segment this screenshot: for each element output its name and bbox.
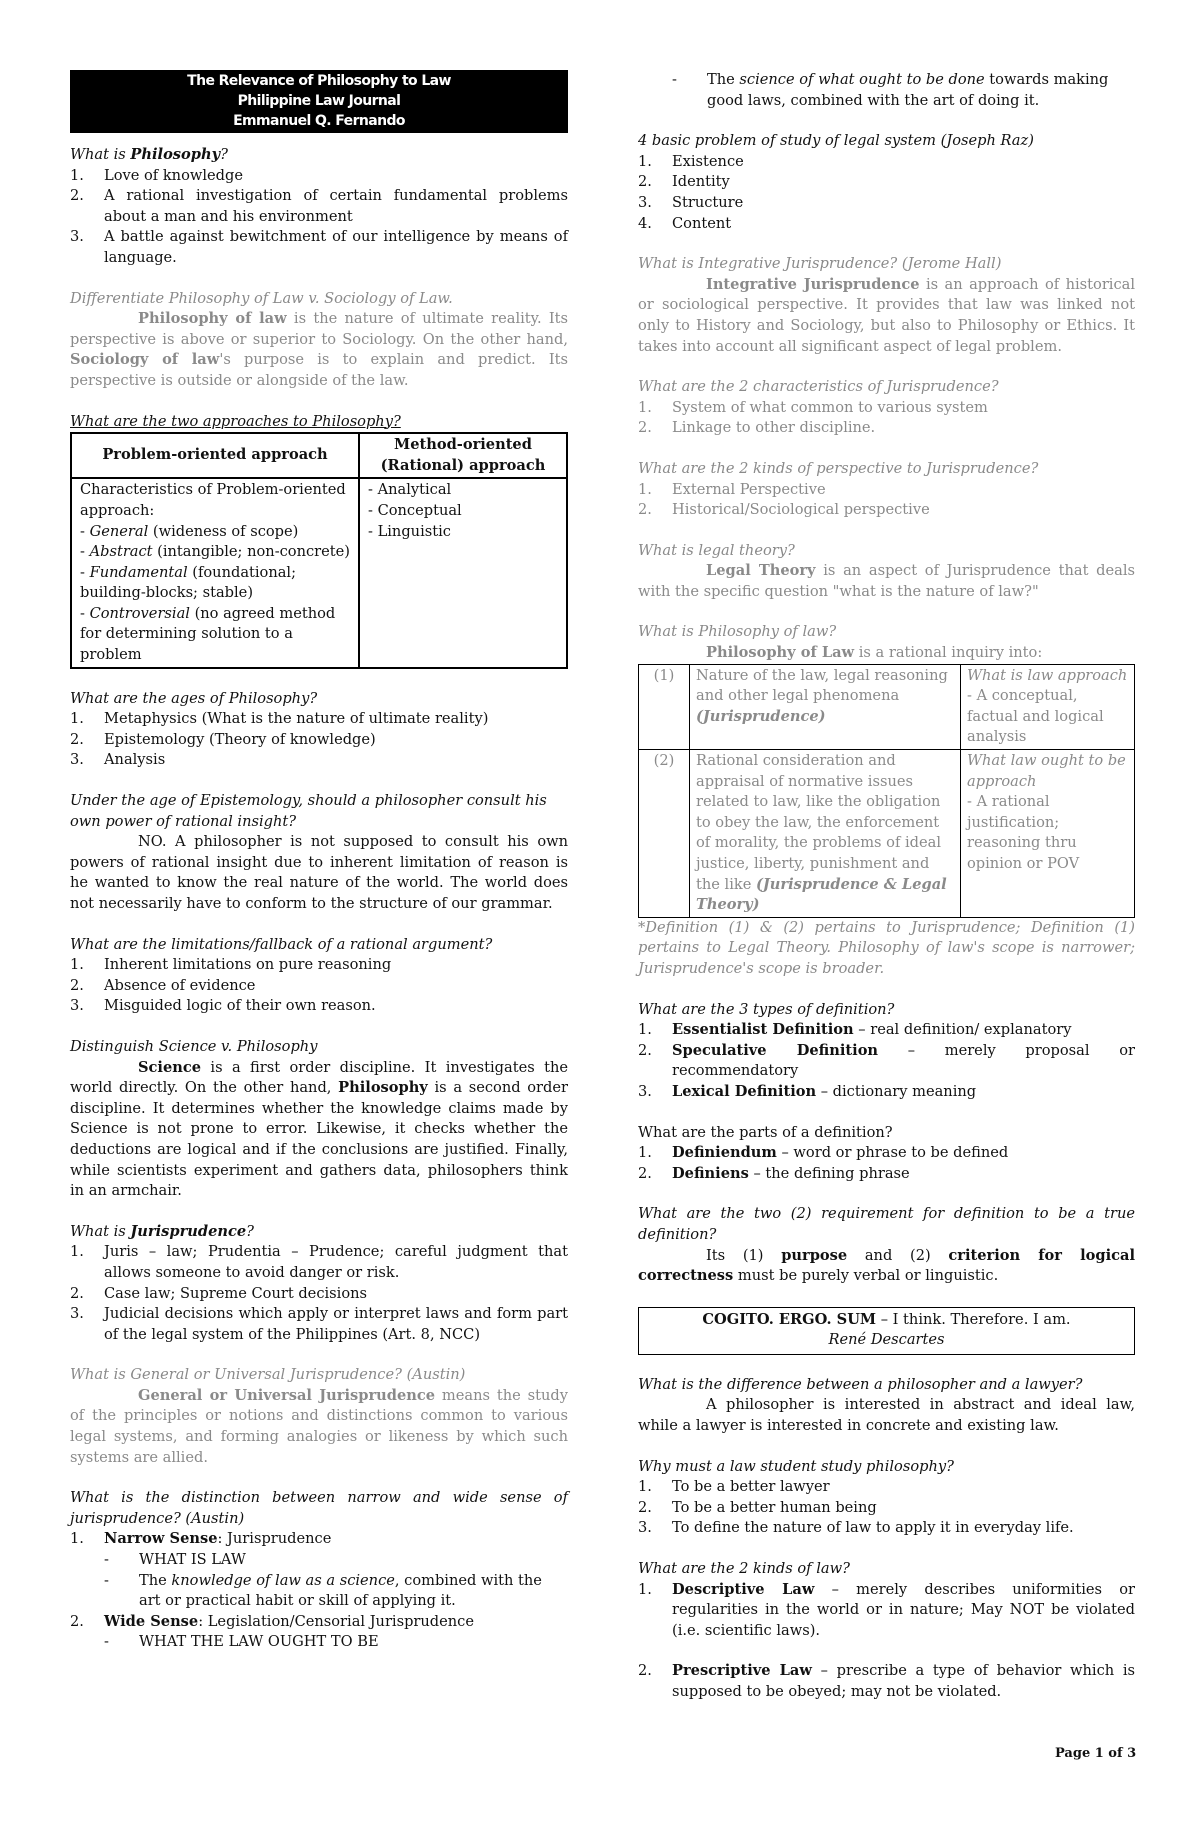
list-spacer (638, 1641, 1135, 1661)
cogito-box: COGITO. ERGO. SUM – I think. Therefore. I am. René Descartes (638, 1307, 1135, 1355)
list-item: 1. System of what common to various system (638, 398, 988, 416)
question-perspectives: What are the 2 kinds of perspective to Jurisprudence? (638, 459, 1039, 477)
list-item: 1. Juris – law; Prudentia – Prudence; careful judgment that allows someone to avoid danger or risk. (70, 1243, 568, 1281)
answer-general-juris: General or Universal Jurisprudence means the study of the principles or notions and distinctions common to various legal systems, and forming analogies or likeness by which such systems are allied. (70, 1386, 568, 1466)
ages-list (70, 709, 568, 771)
table-cell: Rational consideration and appraisal of normative issues related to law, like the obligation to obey the law, the enforcement of morality, the problems of ideal justice, liberty, punishment and the like (Jurisprudence & Legal Theory) (690, 750, 961, 918)
doc-title: The Relevance of Philosophy to Law (187, 73, 451, 89)
philosophy-law-table (638, 664, 1135, 918)
list-item: 1. Metaphysics (What is the nature of ultimate reality) (70, 710, 489, 728)
list-item: 1. Descriptive Law – merely describes uniformities or regularities in the world or in nature; May NOT be violated (i.e. scientific laws). (638, 1580, 1135, 1639)
answer-science: Science is a first order discipline. It investigates the world directly. On the other hand, Philosophy is a second order discipline. It determines whether the knowledge claims made by Science is not prone to error. Likewise, it checks whether the deductions are logical and if the conclusions are justified. Finally, while scientists experiment and gathers data, philosophers think in an armchair. (70, 1058, 568, 1200)
table-cell: What is law approach - A conceptual, factual and logical analysis (961, 664, 1135, 749)
answer-legal-theory: Legal Theory is an aspect of Jurisprudence that deals with the specific question "what is the nature of law?" (638, 562, 1135, 600)
narrow-wide-list (70, 1529, 568, 1653)
dash-item: - WHAT THE LAW OUGHT TO BE (104, 1633, 379, 1651)
list-item: 1. Narrow Sense: Jurisprudence - WHAT IS LAW - The knowledge of law as a science, combined with the art or practical habit or skill of applying it. (70, 1529, 568, 1611)
question-approaches: What are the two approaches to Philosophy? (70, 412, 401, 430)
list-item: 2. Prescriptive Law – prescribe a type of behavior which is supposed to be obeyed; may not be violated. (638, 1662, 1135, 1700)
list-item: 3. Lexical Definition – dictionary meaning (638, 1082, 977, 1100)
question-integrative: What is Integrative Jurisprudence? (Jerome Hall) (638, 255, 1002, 273)
perspectives-list (638, 480, 1135, 521)
list-item: 2. Definiens – the defining phrase (638, 1164, 910, 1182)
table-header: Method-oriented (Rational) approach (359, 433, 567, 478)
title-box (70, 70, 568, 133)
dash-list-continued (672, 70, 1135, 111)
question-ages: What are the ages of Philosophy? (70, 689, 318, 707)
question-raz: 4 basic problem of study of legal system (Joseph Raz) (638, 132, 1034, 150)
question-requirement: What are the two (2) requirement for definition to be a true definition? (638, 1205, 1135, 1243)
table-cell-method: - Analytical - Conceptual - Linguistic (359, 478, 567, 667)
table-cell: What law ought to be approach - A rational justification; reasoning thru opinion or POV (961, 750, 1135, 918)
question-narrow-wide: What is the distinction between narrow and wide sense of jurisprudence? (Austin) (70, 1489, 568, 1527)
table-cell-problem: Characteristics of Problem-oriented approach: - General (wideness of scope) - Abstract (intangible; non-concrete) - Fundamental (foundational; building-blocks; stable) - Controversial (no agreed method for determining solution to a problem (71, 478, 359, 667)
list-item: 2. Speculative Definition – merely proposal or recommendatory (638, 1041, 1135, 1080)
limitations-list (70, 955, 568, 1017)
table-cell: (1) (639, 664, 690, 749)
list-item: 2. Wide Sense: Legislation/Censorial Jurisprudence - WHAT THE LAW OUGHT TO BE (70, 1612, 568, 1653)
list-item: 2. Case law; Supreme Court decisions (70, 1284, 367, 1302)
raz-list (638, 152, 1135, 234)
list-item: 2. To be a better human being (638, 1498, 877, 1516)
question-legal-theory: What is legal theory? (638, 541, 795, 559)
answer-phil-law: Philosophy of Law is a rational inquiry into: (706, 644, 1043, 662)
question-phil-law: What is Philosophy of law? (638, 623, 837, 641)
definition-parts-list (638, 1143, 1135, 1184)
list-item: 3. Judicial decisions which apply or interpret laws and form part of the legal system of the Philippines (Art. 8, NCC) (70, 1305, 568, 1343)
definition-types-list (638, 1020, 1135, 1102)
jurisprudence-list (70, 1242, 568, 1345)
list-item: 3. Analysis (70, 751, 166, 769)
list-item: 1. External Perspective (638, 480, 826, 498)
list-item: 2. Epistemology (Theory of knowledge) (70, 730, 376, 748)
question-characteristics: What are the 2 characteristics of Jurisprudence? (638, 378, 999, 396)
left-column (70, 70, 568, 1653)
question-jurisprudence: What is Jurisprudence? (70, 1222, 254, 1240)
dash-item: - WHAT IS LAW (104, 1551, 246, 1569)
table-cell: Nature of the law, legal reasoning and other legal phenomena (Jurisprudence) (690, 664, 961, 749)
author-name: Emmanuel Q. Fernando (233, 113, 405, 129)
list-item: 3. To define the nature of law to apply it in everyday life. (638, 1519, 1074, 1537)
list-item: 1. Definiendum – word or phrase to be defined (638, 1144, 1009, 1162)
answer-epistemology: NO. A philosopher is not supposed to consult his own powers of rational insight due to inherent limitation of reason is he wanted to know the real nature of the world. The world does not necessarily have to conform to the structure of our grammar. (70, 833, 568, 912)
question-general-juris: What is General or Universal Jurisprudence? (Austin) (70, 1366, 466, 1384)
list-item: 3. Structure (638, 193, 744, 211)
list-item: 2. Identity (638, 173, 730, 191)
question-why-study: Why must a law student study philosophy? (638, 1457, 954, 1475)
dash-list (104, 1632, 568, 1653)
list-item: 2. Historical/Sociological perspective (638, 501, 930, 519)
answer-philosopher-lawyer: A philosopher is interested in abstract and ideal law, while a lawyer is interested in concrete and existing law. (638, 1396, 1135, 1435)
section-differentiate (70, 289, 568, 392)
table-cell: (2) (639, 750, 690, 918)
list-item: 4. Content (638, 214, 732, 232)
list-item: 2. Linkage to other discipline. (638, 419, 876, 437)
dash-item: - The knowledge of law as a science, combined with the art or practical habit or skill of applying it. (104, 1571, 542, 1610)
note-definition: *Definition (1) & (2) pertains to Jurisprudence; Definition (1) pertains to Legal Theory. Philosophy of law's scope is narrower; Jurisprudence's scope is broader. (638, 918, 1135, 977)
list-item: 1. Essentialist Definition – real definition/ explanatory (638, 1021, 1072, 1039)
approaches-table (70, 432, 568, 669)
question-epistemology: Under the age of Epistemology, should a philosopher consult his own power of rational insight? (70, 792, 547, 830)
question-philosophy: What is Philosophy? (70, 146, 228, 163)
list-item: 2. A rational investigation of certain fundamental problems about a man and his environment (70, 187, 568, 225)
list-item: 3. A battle against bewitchment of our intelligence by means of language. (70, 228, 568, 266)
question-definition-types: What are the 3 types of definition? (638, 1000, 895, 1018)
answer-integrative: Integrative Jurisprudence is an approach of historical or sociological perspective. It provides that law was linked not only to History and Sociology, but also to Philosophy or Ethics. It takes into account all significant aspect of legal problem. (638, 275, 1135, 355)
characteristics-list (638, 398, 1135, 439)
list-item: 2. Absence of evidence (70, 976, 256, 994)
question-philosopher-lawyer: What is the difference between a philosopher and a lawyer? (638, 1375, 1083, 1393)
question-kinds-law: What are the 2 kinds of law? (638, 1560, 850, 1578)
question-definition-parts: What are the parts of a definition? (638, 1123, 893, 1141)
section-integrative (638, 254, 1135, 664)
answer-differentiate: Philosophy of law is the nature of ultimate reality. Its perspective is above or superior to Sociology. On the other hand, Sociology of law's purpose is to explain and predict. Its perspective is outside or alongside of the law. (70, 310, 568, 389)
section-general-juris (70, 1365, 568, 1468)
page-number: Page 1 of 3 (1055, 1746, 1137, 1761)
question-differentiate: Differentiate Philosophy of Law v. Sociology of Law. (70, 289, 453, 307)
list-item: 1. Inherent limitations on pure reasoning (70, 956, 392, 974)
list-item: 1. Love of knowledge (70, 166, 243, 184)
list-item: 3. Misguided logic of their own reason. (70, 997, 376, 1015)
philosophy-list (70, 166, 568, 269)
list-item: 1. Existence (638, 152, 744, 170)
question-limitations: What are the limitations/fallback of a rational argument? (70, 935, 493, 953)
kinds-law-list (638, 1580, 1135, 1703)
dash-list (104, 1550, 568, 1612)
question-science: Distinguish Science v. Philosophy (70, 1037, 318, 1055)
list-item: 1. To be a better lawyer (638, 1478, 830, 1496)
right-column (638, 70, 1135, 1703)
why-study-list (638, 1477, 1135, 1539)
answer-requirement: Its (1) purpose and (2) criterion for logical correctness must be purely verbal or linguistic. (638, 1246, 1135, 1285)
table-header: Problem-oriented approach (71, 433, 359, 478)
dash-item: - The science of what ought to be done towards making good laws, combined with the art of doing it. (672, 71, 1109, 109)
journal-name: Philippine Law Journal (237, 93, 401, 109)
